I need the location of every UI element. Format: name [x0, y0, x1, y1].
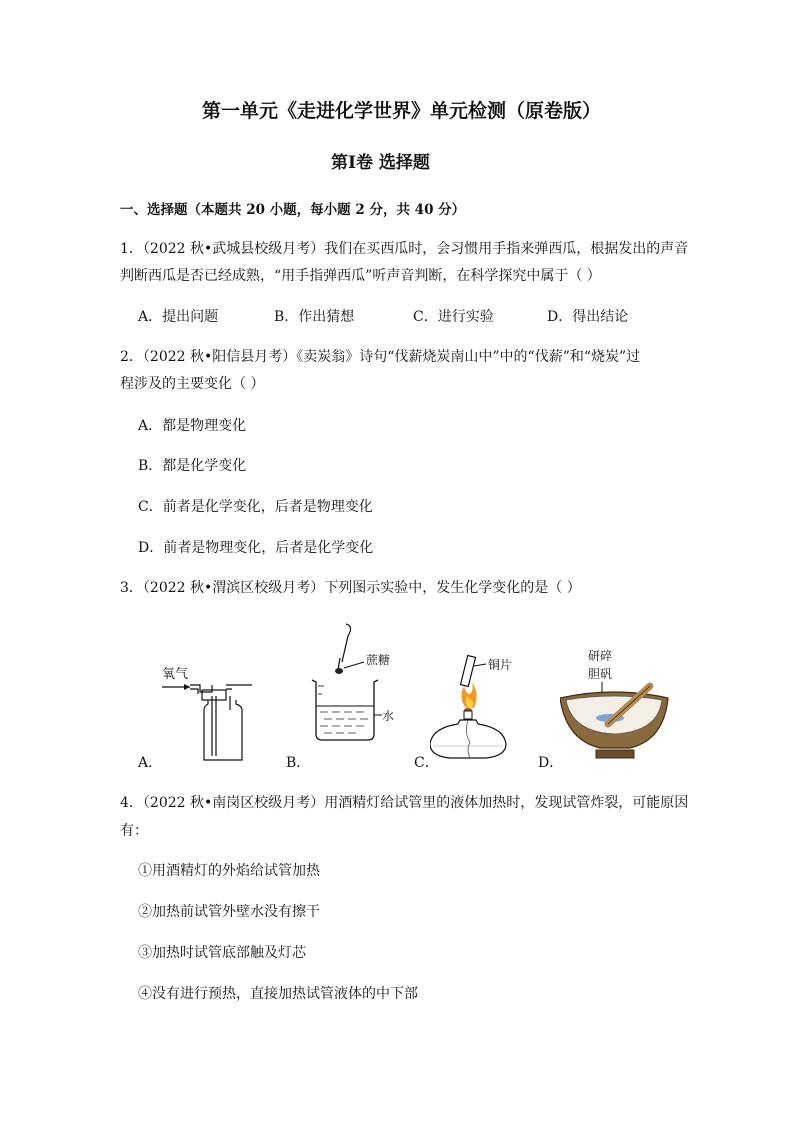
page-subtitle: 第Ⅰ卷 选择题 [331, 153, 430, 173]
q1-option-b: B．作出猜想 [274, 309, 355, 325]
q4-item-3: ③加热时试管底部触及灯芯 [138, 945, 306, 961]
q2-option-a: A．都是物理变化 [138, 418, 247, 434]
q3-label-c: C． [414, 755, 439, 771]
q1-line1: 1．（2022 秋•武城县校级月考）我们在买西瓜时，会习惯用手指来弹西瓜，根据发出的声音 [120, 241, 689, 257]
q4-line1: 4．（2022 秋•南岗区校级月考）用酒精灯给试管里的液体加热时，发现试管炸裂，可能原因 [120, 795, 689, 811]
figure-b-label-water: 水 [382, 709, 395, 723]
q3-label-a: A． [138, 755, 163, 771]
figure-a-gas-bottle [160, 660, 260, 770]
q3-label-d: D． [538, 755, 564, 771]
q2-option-b: B．都是化学变化 [138, 458, 247, 474]
q2-line2: 程涉及的主要变化（ ） [120, 376, 265, 392]
q4-item-2: ②加热前试管外壁水没有擦干 [138, 904, 320, 920]
q4-item-1: ①用酒精灯的外焰给试管加热 [138, 863, 320, 879]
q1-line2: 判断西瓜是否已经成熟，“用手指弹西瓜”听声音判断，在科学探究中属于（ ） [120, 268, 601, 284]
q1-option-a: A．提出问题 [138, 309, 219, 325]
figure-c-label-copper: 铜片 [488, 658, 513, 672]
figure-d-label-grind: 研碎 [588, 649, 613, 663]
q3-label-b: B． [286, 755, 311, 771]
q2-option-d: D．前者是物理变化，后者是化学变化 [138, 540, 374, 556]
section-heading: 一、选择题（本题共 20 小题，每小题 2 分，共 40 分） [120, 202, 466, 218]
figure-c-alcohol-lamp [430, 654, 540, 768]
q1-option-c: C．进行实验 [413, 309, 494, 325]
figure-d-mortar-pestle [560, 646, 670, 760]
figure-b-beaker [298, 622, 408, 762]
q1-option-d: D．得出结论 [547, 309, 629, 325]
q4-line2: 有： [120, 823, 148, 839]
page-title: 第一单元《走进化学世界》单元检测（原卷版） [202, 100, 602, 122]
q2-line1: 2．（2022 秋•阳信县月考）《卖炭翁》诗句“伐薪烧炭南山中”中的“伐薪”和“烧炭”过 [120, 349, 641, 365]
q3-line1: 3．（2022 秋•渭滨区校级月考）下列图示实验中，发生化学变化的是（ ） [120, 580, 581, 596]
q4-item-4: ④没有进行预热，直接加热试管液体的中下部 [138, 986, 418, 1002]
figure-d-label-bluevitriol: 胆矾 [588, 667, 613, 681]
figure-a-label: 氧气 [162, 667, 189, 682]
q2-option-c: C．前者是化学变化，后者是物理变化 [138, 499, 373, 515]
figure-b-label-sugar: 蔗糖 [366, 653, 391, 667]
